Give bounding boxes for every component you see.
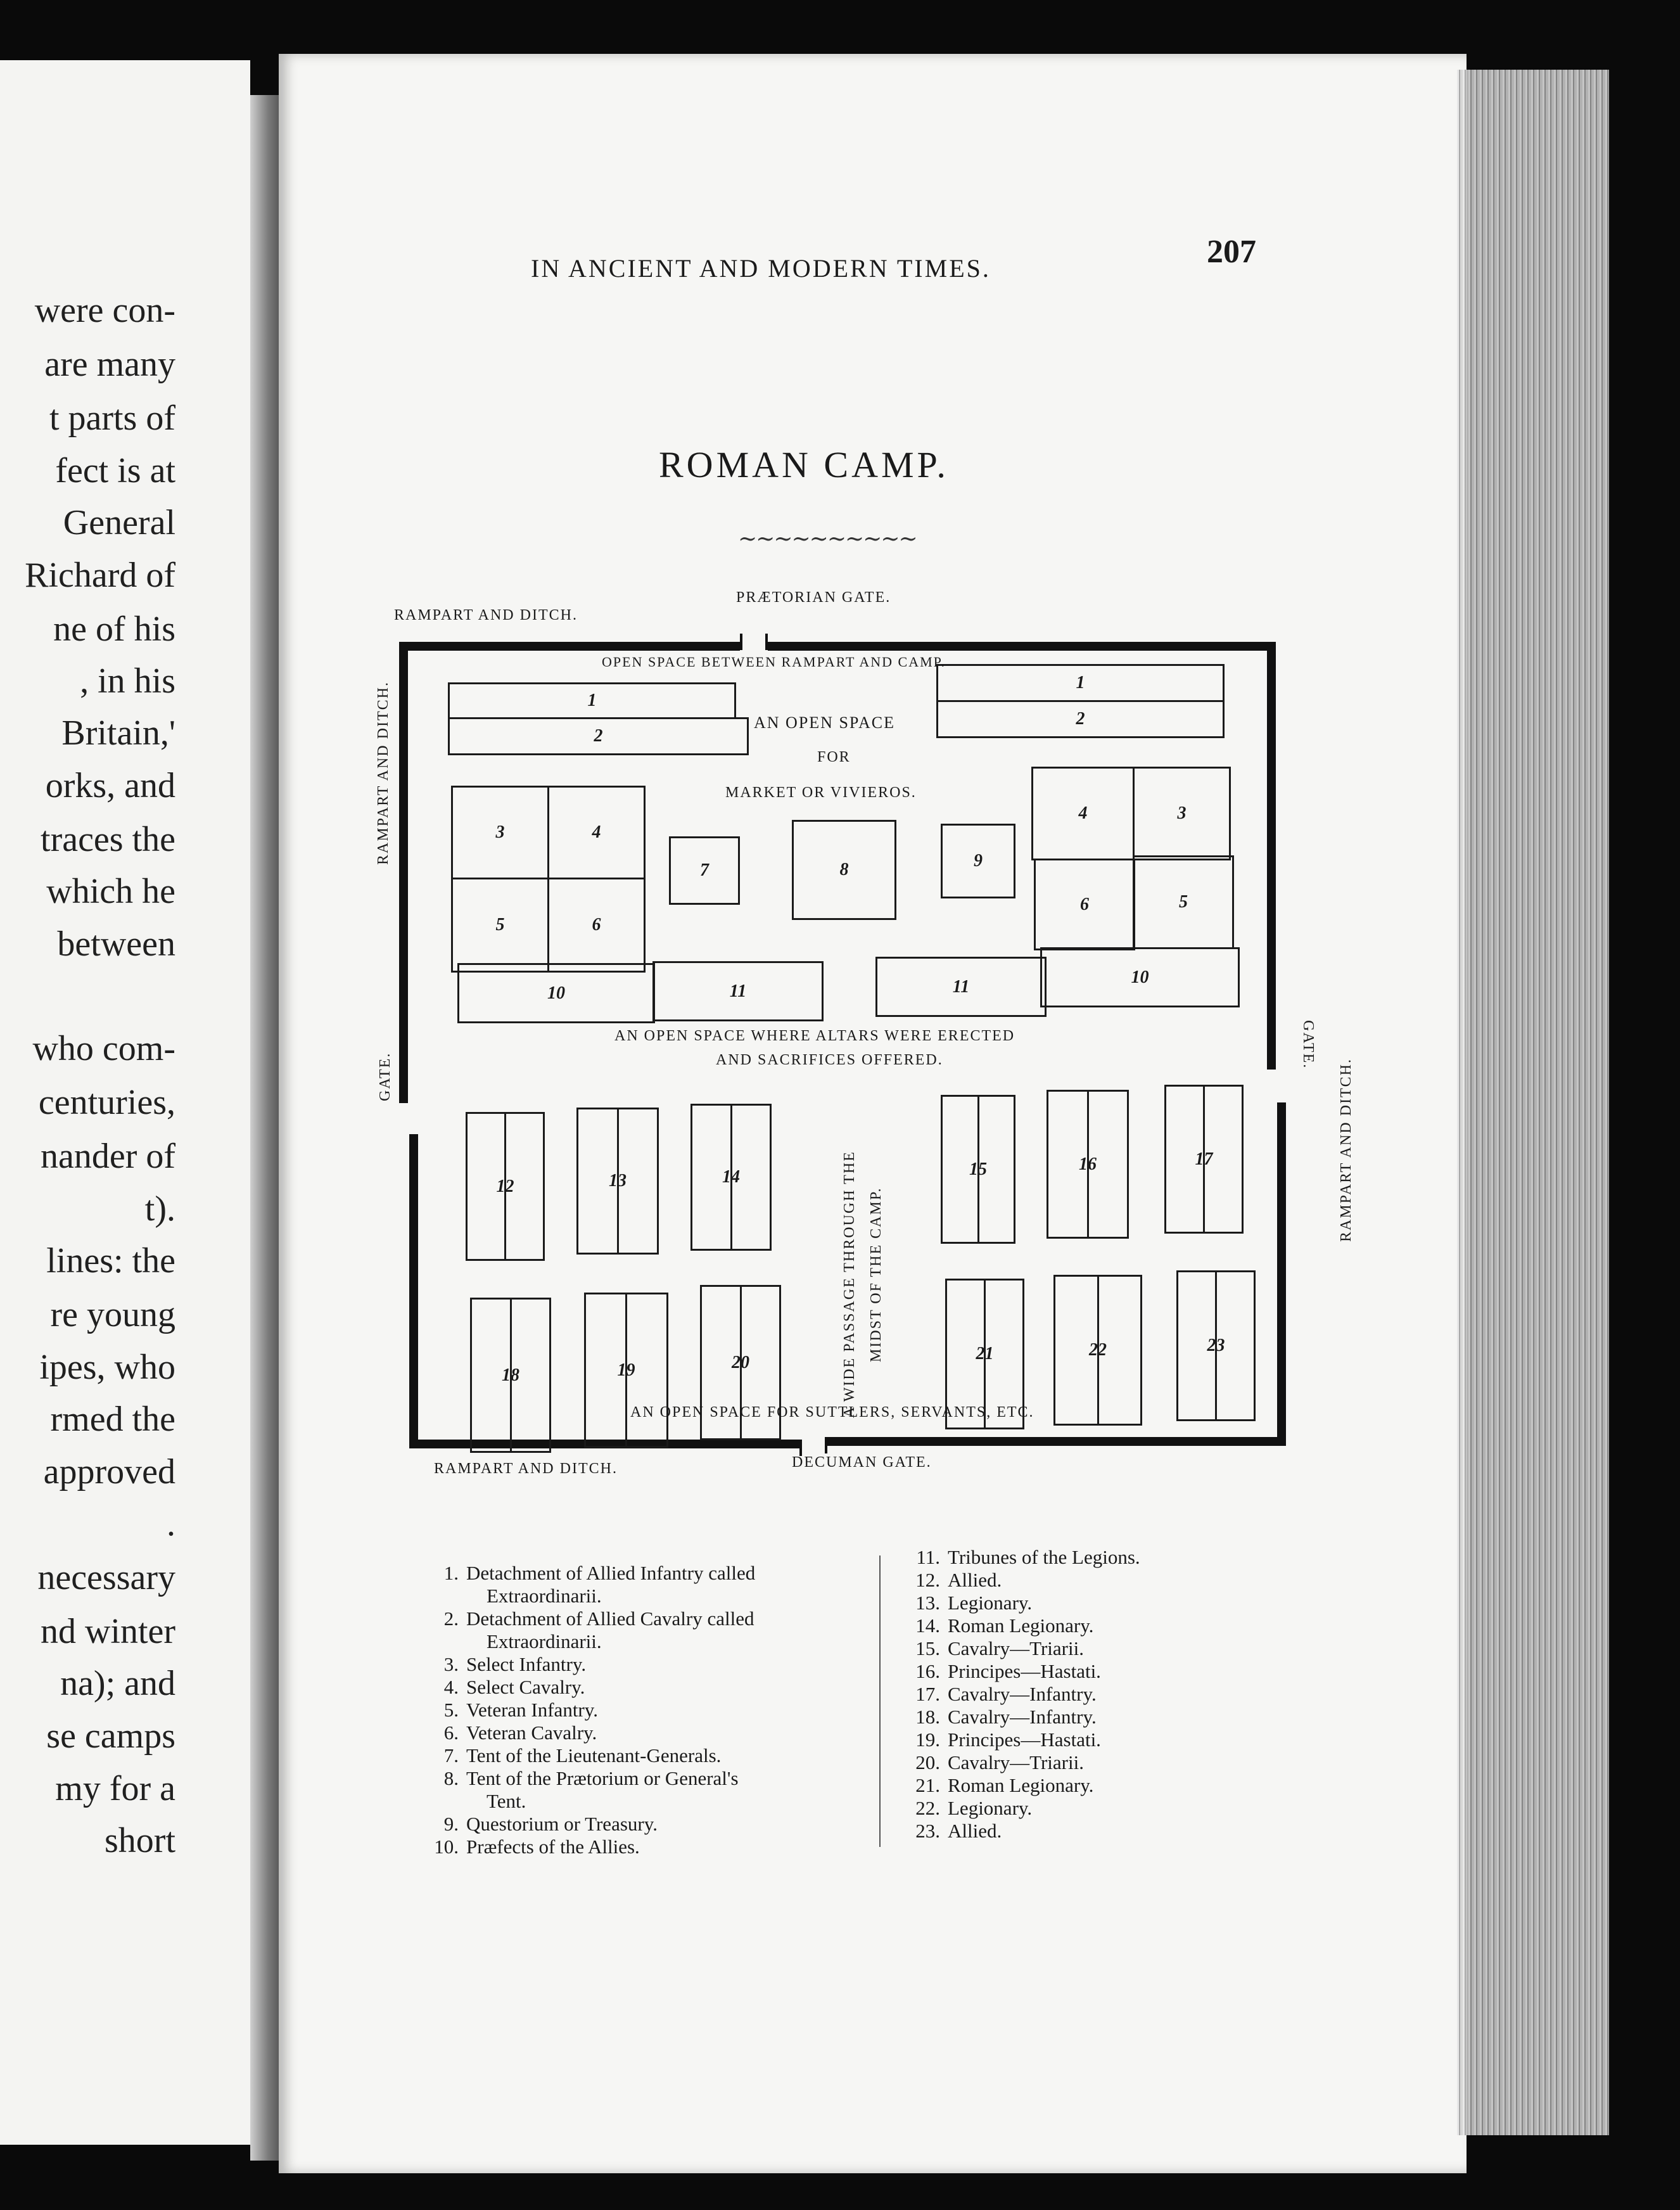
running-head: IN ANCIENT AND MODERN TIMES. — [531, 254, 991, 283]
legend-number: 3. — [443, 1653, 459, 1675]
tent-18: 18 — [470, 1298, 551, 1453]
block-4-right: 4 — [1031, 767, 1135, 860]
legend-text: Legionary. — [948, 1592, 1033, 1614]
legend-item — [912, 1546, 1267, 1569]
legend-item — [431, 1676, 868, 1699]
legend-text-continued: Tent. — [487, 1790, 526, 1812]
label-praetorian-gate: PRÆTORIAN GATE. — [736, 589, 891, 606]
legend-item — [431, 1836, 868, 1858]
tent-20: 20 — [700, 1285, 781, 1440]
tent-19: 19 — [584, 1293, 668, 1448]
legend-number: 15. — [915, 1637, 940, 1659]
page-number: 207 — [1207, 234, 1256, 270]
block-4-left: 4 — [547, 786, 646, 879]
legend-text: Veteran Cavalry. — [466, 1721, 597, 1744]
legend-item — [431, 1813, 868, 1836]
left-page-line: necessary — [37, 1558, 175, 1597]
legend-text: Detachment of Allied Cavalry called — [466, 1607, 754, 1630]
tent-16: 16 — [1047, 1090, 1129, 1239]
legend-number: 23. — [915, 1820, 940, 1842]
block-1-right: 1 — [936, 664, 1225, 702]
wall-left-upper — [399, 642, 408, 1103]
legend-text: Principes—Hastati. — [948, 1660, 1101, 1682]
label-decuman-gate: DECUMAN GATE. — [792, 1454, 932, 1471]
legend-text: Detachment of Allied Infantry called — [466, 1562, 756, 1584]
left-page-line: Richard of — [25, 556, 175, 595]
wall-top-left — [399, 642, 740, 651]
legend-text: Cavalry—Triarii. — [948, 1637, 1084, 1659]
left-page-line: orks, and — [45, 766, 175, 805]
left-page-line: centuries, — [38, 1083, 175, 1122]
left-page-line: short — [105, 1821, 175, 1860]
tent-13: 13 — [576, 1108, 659, 1255]
block-11-left: 11 — [652, 961, 824, 1021]
legend-item — [912, 1683, 1267, 1706]
label-altars-2: AND SACRIFICES OFFERED. — [716, 1052, 943, 1068]
legend-item — [431, 1767, 868, 1790]
block-1-left: 1 — [448, 682, 736, 719]
block-11-right: 11 — [875, 957, 1047, 1017]
left-page — [0, 60, 250, 2145]
left-page-line: nd winter — [40, 1612, 175, 1651]
legend-text: Cavalry—Infantry. — [948, 1683, 1097, 1705]
left-page-line: which he — [46, 872, 175, 911]
label-passage-1: A WIDE PASSAGE THROUGH THE — [841, 1151, 858, 1418]
wall-right-lower — [1277, 1102, 1286, 1445]
label-market-2: FOR — [817, 749, 851, 765]
label-altars-1: AN OPEN SPACE WHERE ALTARS WERE ERECTED — [614, 1028, 1015, 1044]
block-5-right: 5 — [1133, 855, 1234, 949]
legend-number: 17. — [915, 1683, 940, 1705]
left-page-line: , in his — [80, 661, 175, 701]
label-gate-left: GATE. — [377, 1052, 393, 1101]
left-page-line: were con- — [34, 291, 175, 330]
block-3-left: 3 — [451, 786, 549, 879]
left-page-line: re young — [50, 1295, 175, 1334]
legend-number: 11. — [916, 1546, 940, 1568]
left-page-line: are many — [44, 345, 175, 384]
legend-item — [912, 1614, 1267, 1637]
legend-item — [912, 1637, 1267, 1660]
legend-text: Tribunes of the Legions. — [948, 1546, 1140, 1568]
tent-12: 12 — [466, 1112, 545, 1261]
left-page-line: nander of — [40, 1137, 175, 1176]
left-page-line: . — [167, 1504, 175, 1543]
legend-number: 6. — [443, 1721, 459, 1744]
legend-text: Cavalry—Triarii. — [948, 1751, 1084, 1773]
block-7: 7 — [669, 836, 740, 905]
legend-number: 20. — [915, 1751, 940, 1773]
gate-post — [765, 634, 768, 650]
left-page-line: ipes, who — [39, 1348, 175, 1387]
legend-right — [912, 1546, 1267, 1843]
gate-post — [740, 634, 742, 650]
tent-22: 22 — [1053, 1275, 1142, 1426]
legend-number: 7. — [443, 1744, 459, 1766]
legend-item — [431, 1721, 868, 1744]
page-edges — [1457, 70, 1609, 2135]
legend-text: Cavalry—Infantry. — [948, 1706, 1097, 1728]
wall-right-upper — [1267, 642, 1276, 1070]
block-8-praetorium: 8 — [792, 820, 896, 920]
label-rampart-bottom: RAMPART AND DITCH. — [434, 1460, 618, 1477]
title-ornament: ~~~~~~~~~~ — [738, 526, 917, 552]
legend-number: 22. — [915, 1797, 940, 1819]
block-6-left: 6 — [547, 878, 646, 973]
legend-text: Allied. — [948, 1569, 1002, 1591]
legend-text: Tent of the Prætorium or General's — [466, 1767, 739, 1789]
label-sutlers: AN OPEN SPACE FOR SUTTLERS, SERVANTS, ETC. — [630, 1404, 1034, 1421]
legend-item — [912, 1592, 1267, 1614]
legend-text: Veteran Infantry. — [466, 1699, 598, 1721]
label-market-1: AN OPEN SPACE — [754, 713, 895, 732]
legend-item — [912, 1728, 1267, 1751]
tent-23: 23 — [1176, 1270, 1256, 1421]
legend-item — [912, 1774, 1267, 1797]
legend-text: Legionary. — [948, 1797, 1033, 1819]
left-page-line: rmed the — [50, 1400, 175, 1439]
roman-camp-diagram — [375, 583, 1368, 1527]
legend-item — [912, 1569, 1267, 1592]
legend-number: 1. — [443, 1562, 459, 1584]
block-2-left: 2 — [448, 717, 749, 755]
left-page-line: t). — [144, 1189, 175, 1229]
left-page-line: my for a — [55, 1769, 175, 1808]
legend-text: Select Infantry. — [466, 1653, 587, 1675]
legend-number: 21. — [915, 1774, 940, 1796]
block-6-right: 6 — [1034, 859, 1135, 950]
legend-item — [431, 1607, 868, 1630]
legend-left — [431, 1562, 868, 1858]
label-rampart-right: RAMPART AND DITCH. — [1338, 1058, 1354, 1242]
label-rampart-left: RAMPART AND DITCH. — [375, 681, 391, 865]
wall-bottom-right — [825, 1437, 1286, 1446]
legend-text: Questorium or Treasury. — [466, 1813, 658, 1835]
legend-number: 19. — [915, 1728, 940, 1751]
left-page-line: se camps — [46, 1716, 175, 1756]
legend-item — [431, 1744, 868, 1767]
legend-item — [912, 1706, 1267, 1728]
wall-top-right — [768, 642, 1276, 651]
legend-number: 5. — [443, 1699, 459, 1721]
left-page-line: Britain,' — [61, 713, 175, 753]
tent-15: 15 — [941, 1095, 1015, 1244]
legend-number: 4. — [443, 1676, 459, 1698]
left-page-line: ne of his — [53, 610, 175, 649]
legend-number: 2. — [443, 1607, 459, 1630]
legend-number: 10. — [434, 1836, 459, 1858]
legend-item — [431, 1653, 868, 1676]
legend-item — [912, 1660, 1267, 1683]
legend-divider — [879, 1555, 881, 1847]
legend-text: Roman Legionary. — [948, 1614, 1094, 1637]
tent-21: 21 — [945, 1279, 1024, 1429]
legend-number: 16. — [915, 1660, 940, 1682]
legend-text: Principes—Hastati. — [948, 1728, 1101, 1751]
legend-text: Select Cavalry. — [466, 1676, 585, 1698]
left-page-line: fect is at — [55, 451, 175, 490]
legend-number: 18. — [915, 1706, 940, 1728]
left-page-line: na); and — [60, 1664, 175, 1703]
legend-item — [431, 1562, 868, 1585]
left-page-line: who com- — [32, 1029, 175, 1068]
legend-text: Roman Legionary. — [948, 1774, 1094, 1796]
legend-text: Allied. — [948, 1820, 1002, 1842]
left-page-line: approved — [43, 1452, 175, 1491]
left-page-line: General — [63, 503, 175, 542]
legend-number: 12. — [915, 1569, 940, 1591]
legend-number: 9. — [443, 1813, 459, 1835]
legend-item — [431, 1699, 868, 1721]
gate-post — [825, 1437, 827, 1453]
legend-item — [912, 1751, 1267, 1774]
legend-number: 13. — [915, 1592, 940, 1614]
label-open-space-top: OPEN SPACE BETWEEN RAMPART AND CAMP. — [602, 654, 946, 670]
legend-item — [912, 1820, 1267, 1843]
tent-14: 14 — [690, 1104, 772, 1251]
left-page-line: t parts of — [49, 399, 175, 438]
legend-item — [912, 1797, 1267, 1820]
label-market-3: MARKET OR VIVIEROS. — [725, 784, 917, 801]
block-9: 9 — [941, 824, 1015, 898]
left-page-line: lines: the — [46, 1241, 175, 1281]
legend-number: 14. — [915, 1614, 940, 1637]
label-rampart-top: RAMPART AND DITCH. — [394, 607, 578, 623]
label-gate-right: GATE. — [1300, 1020, 1316, 1070]
wall-left-lower — [409, 1134, 418, 1448]
block-10-left: 10 — [457, 963, 655, 1023]
plate-title: ROMAN CAMP. — [659, 444, 949, 485]
label-passage-2: MIDST OF THE CAMP. — [868, 1187, 884, 1362]
tent-17: 17 — [1164, 1085, 1244, 1234]
left-page-line: between — [57, 924, 175, 964]
block-3-right: 3 — [1133, 767, 1231, 860]
legend-number: 8. — [443, 1767, 459, 1789]
block-5-left: 5 — [451, 878, 549, 973]
legend-text: Præfects of the Allies. — [466, 1836, 640, 1858]
block-2-right: 2 — [936, 700, 1225, 738]
block-10-right: 10 — [1040, 947, 1240, 1007]
legend-text-continued: Extraordinarii. — [487, 1630, 602, 1652]
legend-text: Tent of the Lieutenant-Generals. — [466, 1744, 722, 1766]
legend-text-continued: Extraordinarii. — [487, 1585, 602, 1607]
left-page-line: traces the — [41, 820, 175, 859]
